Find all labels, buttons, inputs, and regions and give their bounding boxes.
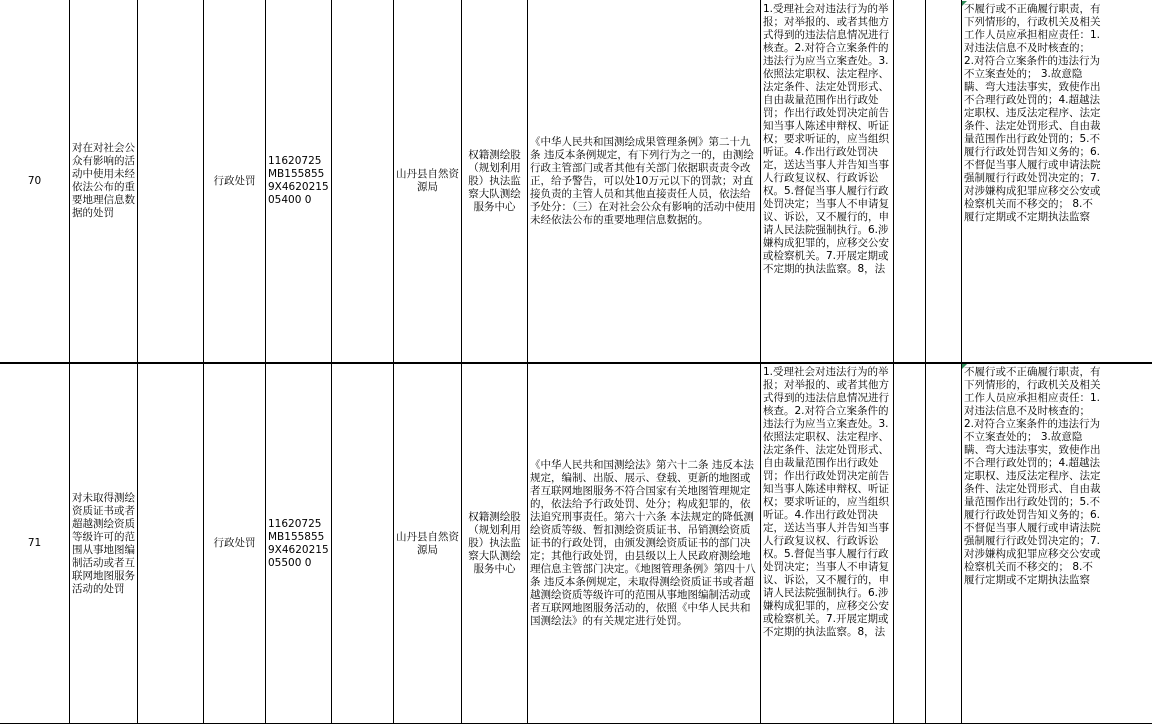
cell-category[interactable] bbox=[204, 0, 266, 362]
cell-empty[interactable] bbox=[332, 0, 394, 362]
cell-accountability[interactable] bbox=[962, 364, 1152, 723]
code-text: 11620725MB1558559X462021505500 0 bbox=[268, 517, 329, 569]
category-text: 行政处罚 bbox=[213, 174, 256, 187]
cell-basis[interactable] bbox=[528, 0, 761, 362]
cell-item-name[interactable] bbox=[70, 0, 138, 362]
table-row bbox=[0, 363, 1152, 724]
cell-department[interactable] bbox=[394, 0, 462, 362]
item-name-text: 对在对社会公众有影响的活动中使用未经依法公布的重要地理信息数据的处罚 bbox=[72, 142, 135, 219]
cell-index[interactable] bbox=[0, 0, 70, 362]
cell-empty[interactable] bbox=[926, 0, 962, 362]
cell-department[interactable] bbox=[394, 364, 462, 723]
code-text: 11620725MB1558559X462021505400 0 bbox=[268, 155, 329, 206]
duties-text: 1.受理社会对违法行为的举报；对举报的、或者其他方式得到的违法信息情况进行核查。2.对符合立案条件的违法行为应当立案查处。3.依照法定职权、法定程序、法定条件、法定处罚形式、自由裁量范围作出行政处罚；作出行政处罚决定前告知当事人陈述申辩权、听证权；要求听证的，应当组织听证。4.作出行政处罚决定，送达当事人并告知当事人行政复议权、行政诉讼权。5.督促当事人履行行政处罚决定；当事人不申请复议、诉讼，又不履行的，申请人民法院强制执行。6.涉嫌构成犯罪的，应移交公安或检察机关。7.开展定期或不定期的执法监察。8，法 bbox=[763, 3, 889, 275]
basis-text: 《中华人民共和国测绘成果管理条例》第二十九条 违反本条例规定，有下列行为之一的，由测绘行政主管部门或者其他有关部门依据职责责令改正，给予警告，可以处10万元以下的罚款；对直接负责的主管人员和其他直接责任人员，依法给予处分：（三）在对社会公众有影响的活动中使用未经依法公布的重要地理信息数据的。 bbox=[530, 135, 756, 226]
comment-indicator-icon bbox=[962, 364, 967, 369]
comment-indicator-icon bbox=[962, 1, 967, 6]
cell-empty[interactable] bbox=[894, 0, 926, 362]
cell-code[interactable] bbox=[266, 364, 332, 723]
department-text: 山丹县自然资源局 bbox=[396, 168, 459, 193]
item-name-text: 对未取得测绘资质证书或者超越测绘资质等级许可的范围从事地图编制活动或者互联网地图服务活动的处罚 bbox=[72, 491, 135, 595]
category-text: 行政处罚 bbox=[213, 537, 256, 549]
unit-text: 权籍测绘股（规划利用股）执法监察大队测绘服务中心 bbox=[468, 148, 521, 213]
cell-unit[interactable] bbox=[462, 0, 528, 362]
cell-duties[interactable] bbox=[761, 0, 894, 362]
cell-duties[interactable] bbox=[761, 364, 894, 723]
cell-empty[interactable] bbox=[332, 364, 394, 723]
accountability-text: 不履行或不正确履行职责，有下列情形的，行政机关及相关工作人员应承担相应责任：1.对违法信息不及时核查的； 2.对符合立案条件的违法行为不立案查处的； 3.故意隐瞒、弯大违法事实，致使作出不合理行政处罚的；4.超越法定职权、违反法定程序、法定条件、法定处罚形式、自由裁量范围作出行政处罚的；5.不履行行政处罚告知义务的；6.不督促当事人履行或申请法院强制履行行政处罚决定的；7.对涉嫌构成犯罪应移交公安或检察机关而不移交的； 8.不履行定期或不定期执法监察 bbox=[964, 3, 1101, 223]
cell-empty[interactable] bbox=[894, 364, 926, 723]
cell-item-name[interactable] bbox=[70, 364, 138, 723]
basis-text: 《中华人民共和国测绘法》第六十二条 违反本法规定，编制、出版、展示、登载、更新的地图或者互联网地图服务不符合国家有关地图管理规定的，依法给予行政处罚、处分；构成犯罪的，依法追究刑事责任。第六十六条 本法规定的降低测绘资质等级、暂扣测绘资质证书、吊销测绘资质证书的行政处罚，由颁发测绘资质证书的部门决定；其他行政处罚，由县级以上人民政府测绘地理信息主管部门决定。《地图管理条例》第四十八条 违反本条例规定，未取得测绘资质证书或者超越测绘资质等级许可的范围从事地图编制活动或者互联网地图服务活动的，依照《中华人民共和国测绘法》的有关规定进行处罚。 bbox=[530, 459, 756, 627]
duties-text: 1.受理社会对违法行为的举报；对举报的、或者其他方式得到的违法信息情况进行核查。2.对符合立案条件的违法行为应当立案查处。3.依照法定职权、法定程序、法定条件、法定处罚形式、自由裁量范围作出行政处罚；作出行政处罚决定前告知当事人陈述申辩权、听证权；要求听证的，应当组织听证。4.作出行政处罚决定，送达当事人并告知当事人行政复议权、行政诉讼权。5.督促当事人履行行政处罚决定；当事人不申请复议、诉讼，又不履行的，申请人民法院强制执行。6.涉嫌构成犯罪的，应移交公安或检察机关。7.开展定期或不定期的执法监察。8，法 bbox=[763, 366, 889, 638]
index-text: 70 bbox=[27, 174, 42, 187]
accountability-text: 不履行或不正确履行职责，有下列情形的，行政机关及相关工作人员应承担相应责任：1.对违法信息不及时核查的； 2.对符合立案条件的违法行为不立案查处的； 3.故意隐瞒、弯大违法事实，致使作出不合理行政处罚的；4.超越法定职权、违反法定程序、法定条件、法定处罚形式、自由裁量范围作出行政处罚的；5.不履行行政处罚告知义务的；6.不督促当事人履行或申请法院强制履行行政处罚决定的；7.对涉嫌构成犯罪应移交公安或检察机关而不移交的； 8.不履行定期或不定期执法监察 bbox=[964, 366, 1101, 586]
department-text: 山丹县自然资源局 bbox=[396, 530, 459, 556]
cell-accountability[interactable] bbox=[962, 0, 1152, 362]
cell-category[interactable] bbox=[204, 364, 266, 723]
unit-text: 权籍测绘股（规划利用股）执法监察大队测绘服务中心 bbox=[468, 511, 521, 575]
cell-empty[interactable] bbox=[926, 364, 962, 723]
cell-basis[interactable] bbox=[528, 364, 761, 723]
index-text: 71 bbox=[27, 537, 42, 549]
cell-empty[interactable] bbox=[138, 0, 204, 362]
cell-code[interactable] bbox=[266, 0, 332, 362]
cell-index[interactable] bbox=[0, 364, 70, 723]
cell-unit[interactable] bbox=[462, 364, 528, 723]
cell-empty[interactable] bbox=[138, 364, 204, 723]
